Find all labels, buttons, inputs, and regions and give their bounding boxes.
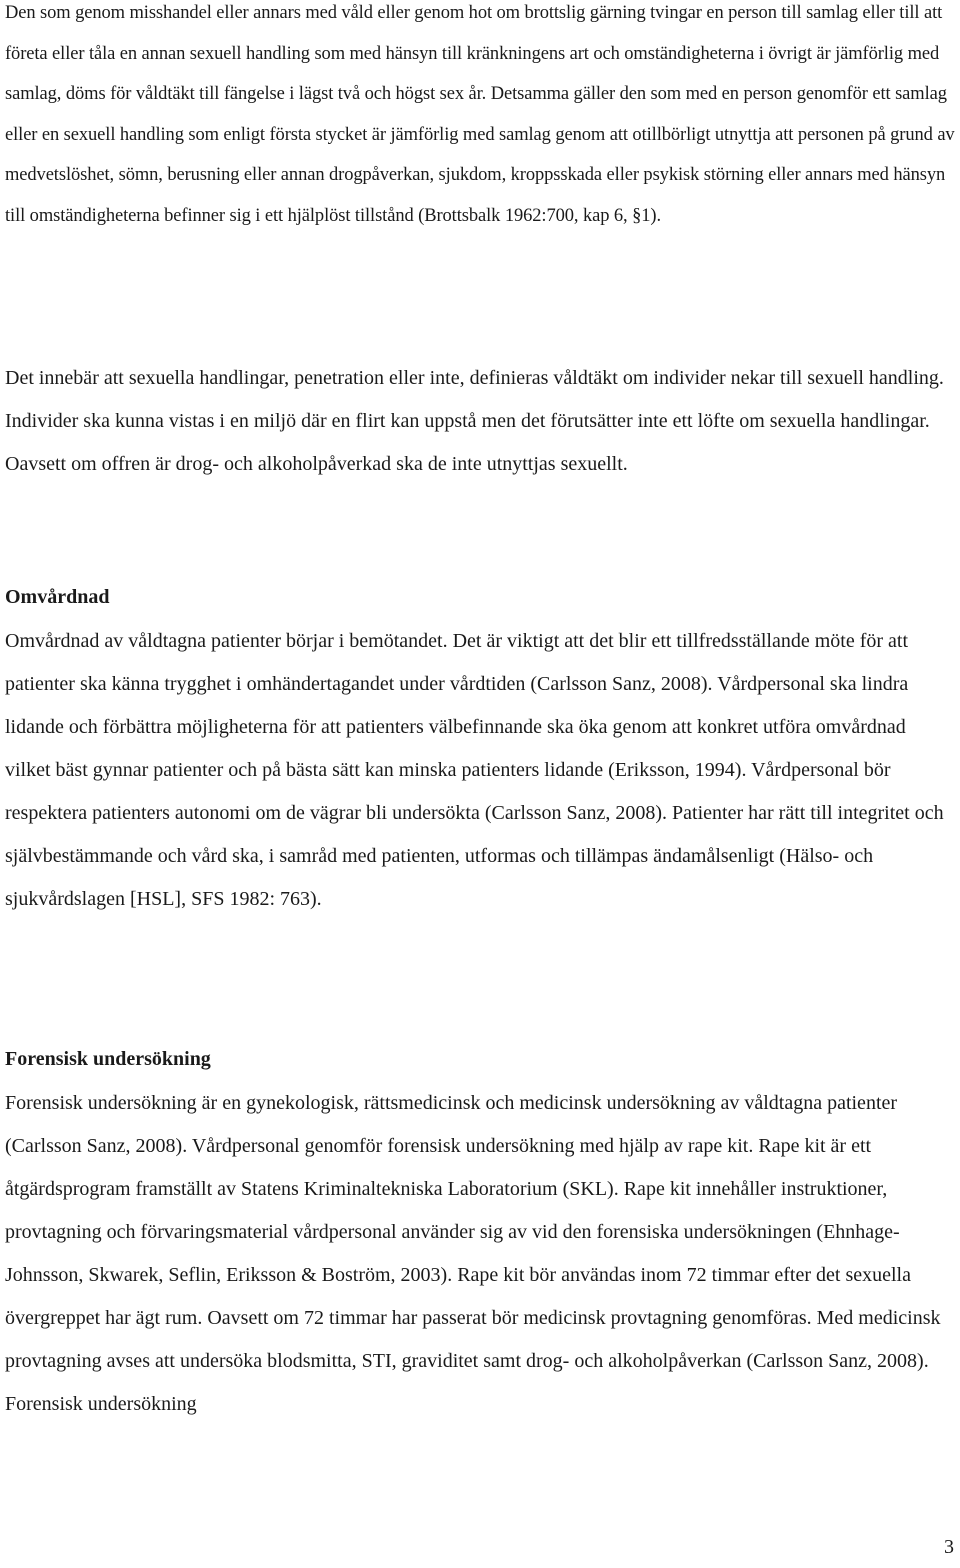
- paragraph-forensisk: Forensisk undersökning är en gynekologisk, rättsmedicinsk och medicinsk undersökning av våldtagna patienter (Carlsson Sanz, 2008). Vårdpersonal genomför forensisk undersökning med hjälp av rape kit. Rape kit är ett åtgärdsprogram framställt av Statens Kriminaltekniska Laboratorium (SKL). Rape kit innehåller instruktioner, provtagning och förvaringsmaterial vårdpersonal använder sig av vid den forensiska undersökningen (Ehnhage-Johnsson, Skwarek, Seflin, Eriksson & Boström, 2003). Rape kit bör användas inom 72 timmar efter det sexuella övergreppet har ägt rum. Oavsett om 72 timmar har passerat bör medicinsk provtagning genomföras. Med medicinsk provtagning avses att undersöka blodsmitta, STI, graviditet samt drog- och alkoholpåverkan (Carlsson Sanz, 2008). Forensisk undersökning: [5, 1092, 941, 1415]
- page-number: 3: [944, 1536, 954, 1558]
- paragraph-definition: Det innebär att sexuella handlingar, penetration eller inte, definieras våldtäkt om individer nekar till sexuell handling. Individer ska kunna vistas i en miljö där en flirt kan uppstå men det förutsätter inte ett löfte om sexuella handlingar. Oavsett om offren är drog- och alkoholpåverkad ska de inte utnyttjas sexuellt.: [5, 367, 944, 475]
- paragraph-omvardnad: Omvårdnad av våldtagna patienter börjar i bemötandet. Det är viktigt att det blir ett tillfredsställande möte för att patienter ska känna trygghet i omhändertagandet under vårdtiden (Carlsson Sanz, 2008). Vårdpersonal ska lindra lidande och förbättra möjligheterna för att patienters välbefinnande ska öka genom att konkret utföra omvårdnad vilket bäst gynnar patienter och på bästa sätt kan minska patienters lidande (Eriksson, 1994). Vårdpersonal bör respektera patienters autonomi om de vägrar bli undersökta (Carlsson Sanz, 2008). Patienter har rätt till integritet och självbestämmande och vård ska, i samråd med patienten, utformas och tillämpas ändamålsenligt (Hälso- och sjukvårdslagen [HSL], SFS 1982: 763).: [5, 630, 944, 910]
- paragraph-brottsbalk: Den som genom misshandel eller annars med våld eller genom hot om brottslig gärning tvingar en person till samlag eller till att företa eller tåla en annan sexuell handling som med hänsyn till kränkningens art och omständigheterna i övrigt är jämförlig med samlag, döms för våldtäkt till fängelse i lägst två och högst sex år. Detsamma gäller den som med en person genomför ett samlag eller en sexuell handling som enligt första stycket är jämförlig med samlag genom att otillbörligt utnyttja att personen på grund av medvetslöshet, sömn, berusning eller annan drogpåverkan, sjukdom, kroppsskada eller psykisk störning eller annars med hänsyn till omständigheterna befinner sig i ett hjälplöst tillstånd (Brottsbalk 1962:700, kap 6, §1).: [5, 3, 955, 226]
- section-heading-forensisk: Forensisk undersökning: [5, 1048, 211, 1070]
- section-heading-omvardnad: Omvårdnad: [5, 586, 110, 608]
